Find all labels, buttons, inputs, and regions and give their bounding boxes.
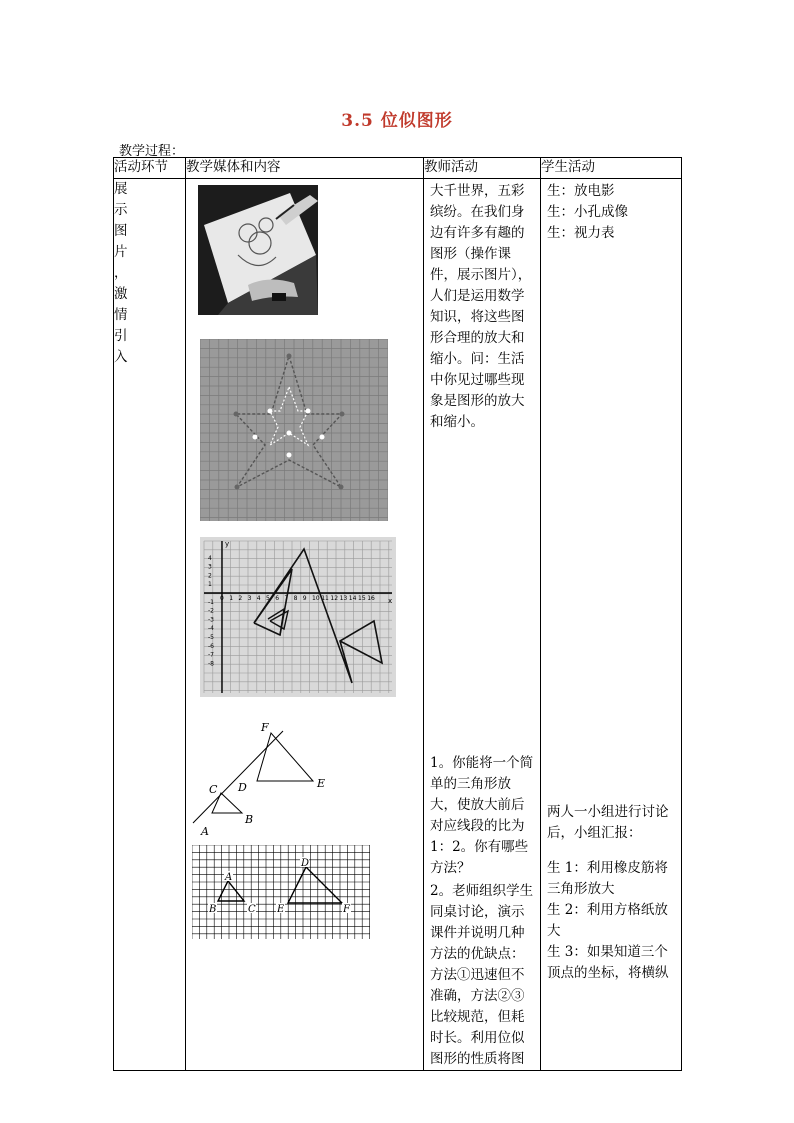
label-B: B	[245, 813, 254, 826]
page-title: 3.5 位似图形	[341, 111, 453, 131]
y-tick-label: -6	[208, 642, 214, 650]
student-answer: 生：小孔成像	[547, 204, 628, 220]
label-C: C	[248, 904, 256, 915]
y-tick-label: -2	[208, 607, 214, 615]
coordinate-grid-figure	[200, 537, 396, 697]
x-tick-label: 7	[284, 595, 289, 602]
student-answer: 生：放电影	[547, 183, 615, 199]
header-teacher: 教师活动	[424, 158, 541, 179]
x-tick-label: 4	[256, 595, 261, 602]
stage-char: ，	[114, 265, 128, 281]
label-F: F	[261, 721, 269, 734]
table-header-row	[114, 158, 682, 179]
y-tick-label: -3	[208, 616, 214, 624]
grid-triangles-figure	[192, 845, 370, 939]
y-tick-label: 4	[208, 554, 212, 562]
table-row	[114, 179, 682, 1071]
student-method: 生 3：如果知道三个顶点的坐标，将横纵	[547, 944, 669, 981]
x-tick-label: 0	[220, 595, 224, 602]
x-tick-label: 6	[275, 595, 280, 602]
label-D: D	[301, 858, 310, 869]
student-cell	[541, 179, 682, 1071]
header-student: 学生活动	[541, 158, 682, 179]
section-label: 教学过程：	[119, 144, 185, 159]
x-tick-label: 9	[302, 595, 307, 602]
student-methods	[541, 856, 681, 984]
similar-triangles-figure	[191, 719, 351, 839]
y-axis-label: y	[225, 540, 230, 548]
x-tick-label: 1	[229, 595, 234, 602]
x-tick-label: 13	[339, 595, 348, 602]
student-method: 生 1：利用橡皮筋将三角形放大	[547, 860, 668, 897]
teacher-question-text: 1。你能将一个简单的三角形放大，使放大前后对应线段的比为 1：2。你有哪些方法？	[430, 755, 534, 876]
x-tick-label: 12	[330, 595, 339, 602]
teacher-cell	[424, 179, 541, 1071]
x-tick-label: 16	[367, 595, 375, 602]
header-stage: 活动环节	[114, 158, 186, 179]
student-answer: 生：视力表	[547, 225, 615, 241]
y-tick-label: 2	[208, 572, 212, 580]
x-tick-label: 14	[348, 595, 357, 602]
drawing-photo	[198, 185, 318, 315]
y-tick-label: 1	[208, 581, 212, 589]
x-tick-label: 11	[321, 595, 329, 602]
star-grid-figure	[200, 339, 388, 521]
teacher-discussion-text: 2。老师组织学生同桌讨论，演示课件并说明几种方法的优缺点：方法①迅速但不准确，方法②③比较规范，但耗时长。利用位似图形的性质将图	[430, 883, 534, 1067]
stage-cell	[114, 179, 186, 1071]
label-E: E	[317, 777, 326, 790]
teacher-intro-text: 大千世界，五彩缤纷。在我们身边有许多有趣的图形（操作课件，展示图片），人们是运用数学知识，将这些图形合理的放大和缩小。问：生活中你见过哪些现象是图形的放大和缩小。	[430, 183, 532, 430]
label-E: E	[277, 904, 285, 915]
stage-char: 激	[114, 286, 128, 302]
x-axis-label: x	[388, 597, 393, 605]
stage-char: 片	[114, 244, 128, 260]
header-media: 教学媒体和内容	[186, 158, 424, 179]
label-F: F	[343, 904, 350, 915]
label-C: C	[209, 783, 218, 796]
student-discussion-text: 两人一小组进行讨论后，小组汇报：	[547, 804, 669, 841]
stage-char: 展	[114, 181, 128, 197]
label-A: A	[225, 872, 233, 883]
stage-char: 图	[114, 223, 128, 239]
stage-char: 示	[114, 202, 128, 218]
media-cell	[186, 179, 424, 1071]
y-tick-label: -5	[208, 634, 214, 641]
x-tick-label: 15	[358, 595, 366, 602]
stage-char: 情	[114, 307, 128, 323]
y-tick-label: -7	[208, 651, 214, 659]
x-tick-label: 10	[312, 595, 320, 602]
x-tick-label: 2	[238, 595, 243, 602]
student-answers	[541, 179, 681, 244]
label-D: D	[238, 781, 247, 794]
y-tick-label: 3	[208, 563, 212, 571]
x-tick-label: 3	[247, 595, 252, 602]
x-tick-label: 8	[293, 595, 298, 602]
y-tick-label: -8	[208, 660, 214, 668]
label-A: A	[201, 825, 209, 838]
stage-char: 引	[114, 328, 128, 344]
lesson-table	[113, 157, 682, 1071]
stage-char: 入	[114, 349, 128, 365]
x-tick-label: 5	[266, 595, 270, 602]
label-B: B	[209, 904, 217, 915]
y-tick-label: -1	[208, 598, 214, 606]
y-tick-label: -4	[208, 625, 214, 633]
student-method: 生 2：利用方格纸放大	[547, 902, 668, 939]
